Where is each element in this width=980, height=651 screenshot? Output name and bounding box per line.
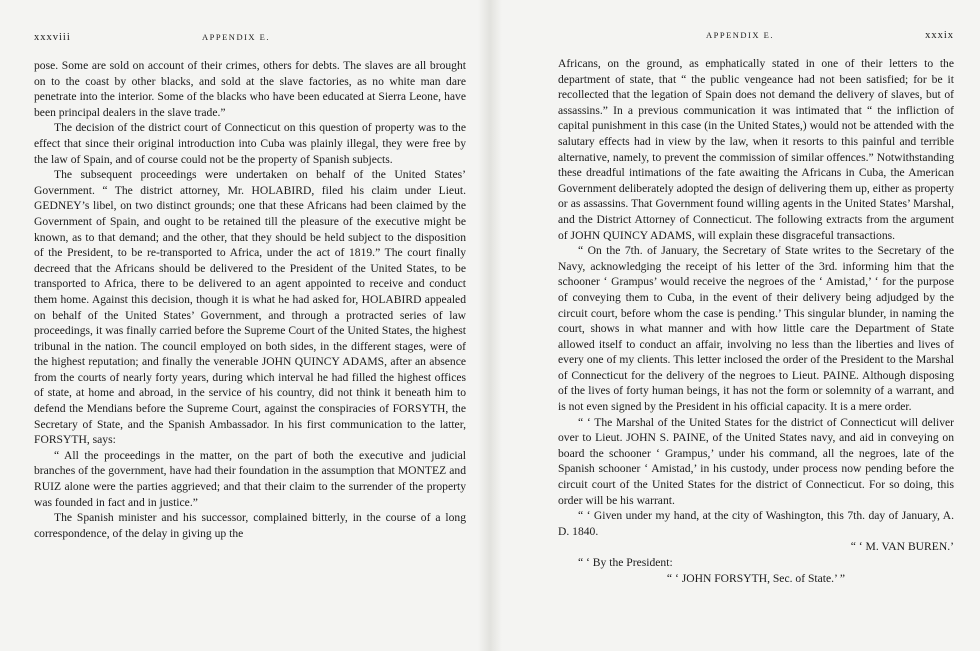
quoted-paragraph: “ ‘ The Marshal of the United States for the district of Connecticut will deliver over to Lieut. JOHN S. PAINE, of the United States navy, and aid in conveying on board the schooner ‘ Grampus,’ under his command, all the negroes, late of the Spanish schooner ‘ Amistad,’ in his custody, under process now pending before the circuit court of the United States for the district of Connecticut. For so doing, this order will be his warrant. — [558, 415, 954, 507]
right-running-head — [558, 30, 954, 44]
paragraph: The subsequent proceedings were undertaken on behalf of the United States’ Government. “ The district attorney, Mr. HOLABIRD, filed his claim under Lieut. GEDNEY’s libel, on two distinct grounds; one that these Africans had been claimed by the Government of Spain, and ought to be retained till the pleasure of the executive might be known, as to that demand; and the other, that they should be held subject to the disposition of the President, to be re-transported to Africa, under the act of 1819.” The court finally decreed that the Africans should be delivered to the President of the United States, to be transported to Africa, there to be delivered to an agent appointed to receive and conduct them home. Against this decision, though it is what he had asked for, HOLABIRD appealed on behalf of the United States’ Government, and through a protracted series of law proceedings, it was finally carried before the Supreme Court of the United States, the highest tribunal in the nation. The council employed on both sides, in the different stages, were of the highest reputation; and finally the venerable JOHN QUINCY ADAMS, after an absence from the courts of nearly forty years, during which interval he had filled the highest offices of state, at home and abroad, in the service of his country, did not think it beneath him to defend the Mendians before the Supreme Court, against the conspiracies of FORSYTH, the Secretary of State, and the Spanish Ambassador. In his first communication to the latter, FORSYTH, says: — [34, 168, 466, 447]
paragraph: Africans, on the ground, as emphatically stated in one of their letters to the department of state, that “ the public vengeance had not been satisfied; for be it recollected that the legation of Spain does not demand the delivery of slaves, but of assassins.” In a previous communication it was intimated that “ the infliction of capital punishment in this case (in the United States,) would not be attended with the salutary effects had in view by the law, when it resorts to this painful and terrible alternative, namely, to prevent the commission of similar offences.” Notwithstanding these dreadful intimations of the fate awaiting the Africans in Cuba, the American Government deliberately adopted the design of delivering them up, either as property or as assassins. That Government found willing agents in the United States’ Marshal, and the District Attorney of Connecticut. The following extracts from the argument of JOHN QUINCY ADAMS, will explain these disgraceful transactions. — [558, 57, 954, 242]
book-gutter — [478, 0, 502, 651]
paragraph: pose. Some are sold on account of their crimes, others for debts. The slaves are all brought on to the coast by other blacks, and sold at the slave factories, as no white man dare penetrate into the interior. Some of the blacks who have been educated at Sierra Leone, have been principal dealers in the slave trade.” — [34, 59, 466, 119]
right-page — [500, 0, 980, 651]
right-page-number: xxxix — [925, 30, 954, 41]
signature-line: “ ‘ M. VAN BUREN.’ — [850, 540, 954, 554]
paragraph: “ On the 7th. of January, the Secretary of State writes to the Secretary of the Navy, acknowledging the receipt of his letter of the 3rd. informing him that the schooner ‘ Grampus’ would receive the negroes of the ‘ Amistad,’ ‘ for the purpose of conveying them to Cuba, in the event of their delivery being adjudged by the circuit court, before whom the case is pending.’ This singular blunder, in naming the court, shows in what manner and with how little care the Department of State allowed itself to conduct an affair, involving no less than the liberties and lives of every one of my clients. This letter inclosed the order of the President to the Marshal of Connecticut for the delivery of the negroes to Lieut. PAINE. Although disposing of the lives of forty human beings, it has not the form or solemnity of a warrant, and is not even signed by the President in his official capacity. It is a mere order. — [558, 244, 954, 414]
left-page-text — [34, 58, 466, 541]
left-page — [0, 0, 480, 651]
left-page-number: xxxviii — [34, 32, 71, 43]
right-page-text — [558, 56, 954, 586]
quoted-paragraph: “ All the proceedings in the matter, on the part of both the executive and judicial branches of the government, have had their foundation in the assumption that MONTEZ and RUIZ alone were the parties aggrieved; and that their claim to the surrender of the property was founded in fact and in justice.” — [34, 448, 466, 509]
paragraph: The decision of the district court of Connecticut on this question of property was to the effect that since their original introduction into Cuba was plainly illegal, they were free by the law of Spain, and of course could not be the property of Spanish subjects. — [34, 121, 466, 166]
signature-line: “ ‘ JOHN FORSYTH, Sec. of State.’ ” — [666, 571, 846, 585]
quoted-paragraph: “ ‘ By the President: — [578, 556, 673, 569]
left-running-title: APPENDIX E. — [202, 32, 270, 42]
left-running-head — [34, 32, 466, 46]
right-running-title: APPENDIX E. — [706, 30, 774, 40]
quoted-paragraph: “ ‘ Given under my hand, at the city of Washington, this 7th. day of January, A. D. 1840. — [558, 509, 954, 538]
paragraph: The Spanish minister and his successor, complained bitterly, in the course of a long correspondence, of the delay in giving up the — [34, 511, 466, 540]
